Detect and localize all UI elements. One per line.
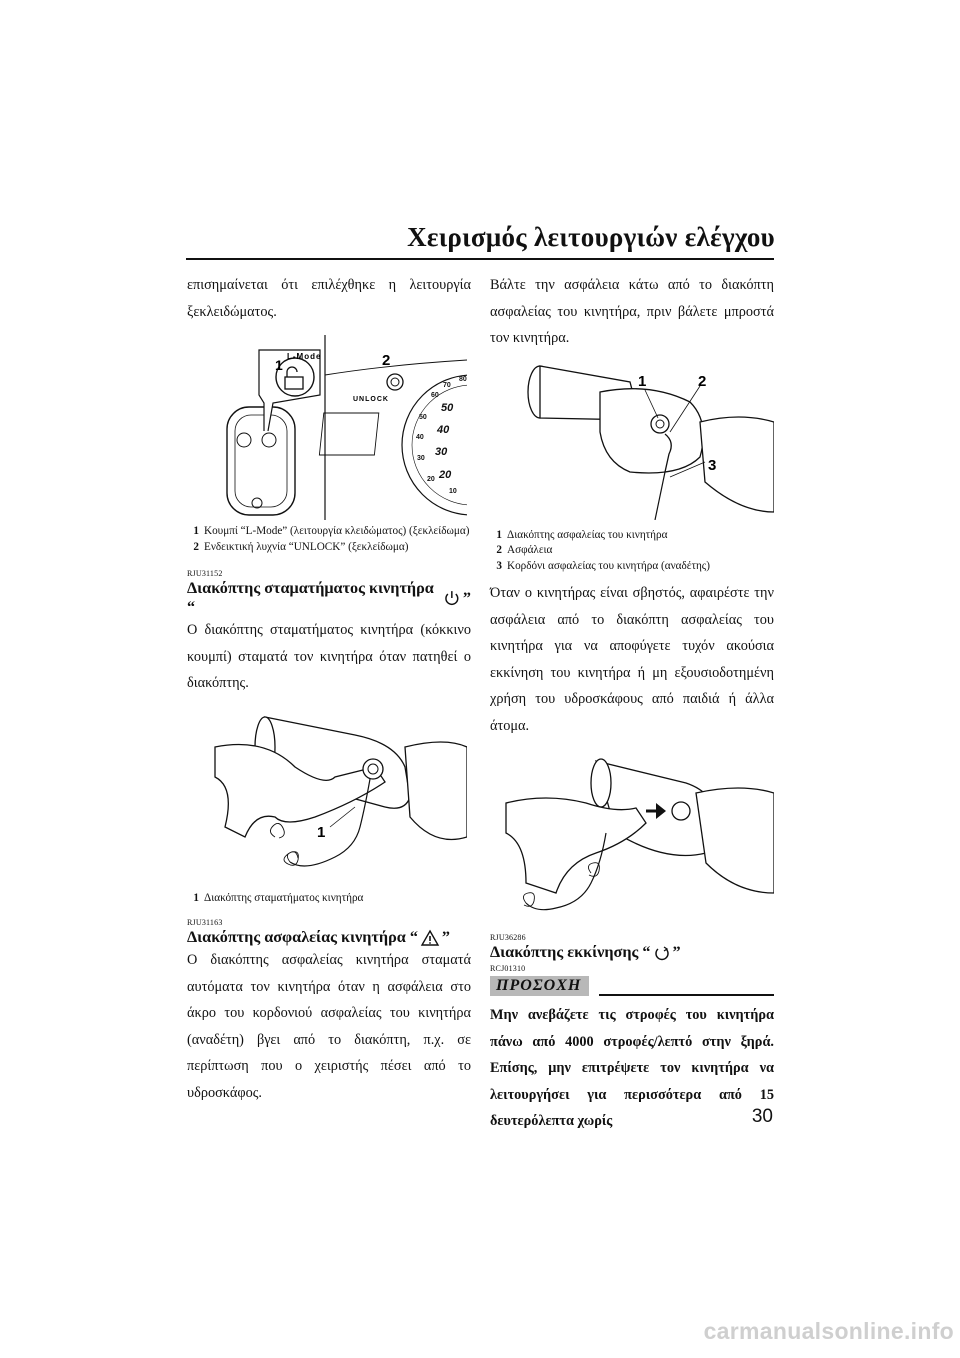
caption-row: 2 Ενδεικτική λυχνία “UNLOCK” (ξεκλείδωμα) [193,540,409,553]
notice-warning-text: Μην ανεβάζετε τις στροφές του κινητήρα πάνω από 4000 στροφές/λεπτό στην ξηρά. Επίσης, μην επιτρέψετε τον κινητήρα να λειτουργήσει για περισσότερα από 15 δευτερόλεπτα χωρίς [490,1007,774,1129]
figure-stop-switch [205,707,467,887]
svg-text:30: 30 [435,446,448,458]
page-header: Χειρισμός λειτουργιών ελέγχου [407,222,775,252]
warning-triangle-icon [420,929,440,947]
unlock-label: UNLOCK [353,396,389,403]
intro-text: επισημαίνεται ότι επιλέχθηκε η λειτουργία ξεκλειδώματος. [187,277,471,320]
caption-row: 1 Διακόπτης σταματήματος κινητήρα [193,891,364,904]
svg-text:40: 40 [416,434,424,441]
svg-text:20: 20 [427,476,435,483]
svg-text:30: 30 [417,455,425,462]
page-number: 30 [751,1106,773,1127]
caption-row: 2 Ασφάλεια [496,544,553,556]
right-intro-text: Βάλτε την ασφάλεια κάτω από το διακόπτη ασφαλείας του κινητήρα, πριν βάλετε μπροστά τον κινητήρα. [490,277,774,346]
figure-clip-removal [496,753,774,925]
removal-text: Όταν ο κινητήρας είναι σβηστός, αφαιρέστε την ασφάλεια από το διακόπτη ασφαλείας του κινητήρα για να αποφύγετε τυχόν ακούσια εκκίνηση του κινητήρα ή μη εξουσιοδοτημένη χρήση του υδροσκάφους από παιδιά ή άλλα άτομα. [490,585,774,734]
svg-text:50: 50 [441,402,454,414]
safety-clip-illustration [510,362,774,520]
fig2-captions [183,891,471,907]
section-title-safety-switch: Διακόπτης ασφαλείας κινητήρα “ ” [187,928,451,946]
callout-1: 1 [275,357,283,373]
figure-lmode [217,335,467,520]
svg-text:10: 10 [449,488,457,495]
callout-1: 1 [317,823,326,841]
watermark: carmanualsonline.info [703,1318,954,1344]
figure-safety-clip [510,362,774,520]
callout-2: 2 [698,372,707,390]
section-code: RJU31152 [187,569,223,578]
section-title-start-switch: Διακόπτης εκκίνησης “ ” [490,943,681,961]
caption-row: 1 Κουμπί “L-Mode” (λειτουργία κλειδώματος) (ξεκλείδωμα) [193,525,470,537]
start-switch-icon [653,945,671,961]
fig3-captions [486,528,774,575]
right-column [490,272,774,1135]
svg-text:40: 40 [437,424,450,436]
svg-text:80: 80 [459,376,467,383]
notice-label: ΠΡΟΣΟΧΗ [490,976,589,996]
section-code: RJU31163 [187,918,223,927]
svg-text:20: 20 [439,469,452,481]
notice-banner [490,976,774,996]
notice-rule [599,994,774,996]
clip-removal-illustration [496,753,774,925]
fig1-captions [183,524,471,555]
safety-switch-text: Ο διακόπτης ασφαλείας κινητήρα σταματά αυτόματα τον κινητήρα όταν η ασφάλεια στο άκρο του κορδονιού ασφαλείας του κινητήρα (αναδέτη) βγει από το διακόπτη, π.χ. σε περίπτωση που ο χειριστής πέσει από το υδροσκάφος. [187,952,471,1101]
stop-switch-illustration [205,707,467,887]
section-code: RJU36286 [490,933,526,942]
caption-row: 3 Κορδόνι ασφαλείας του κινητήρα (αναδέτης) [496,559,710,572]
svg-text:70: 70 [443,382,451,389]
svg-text:50: 50 [419,414,427,421]
section-title-stop-switch: Διακόπτης σταματήματος κινητήρα “ ” [187,579,471,616]
lmode-label: L-Mode [287,352,322,361]
stop-switch-icon [443,590,461,606]
callout-3: 3 [708,456,717,474]
caption-row: 1 Διακόπτης ασφαλείας του κινητήρα [496,528,668,541]
header-rule [186,258,774,260]
callout-1: 1 [638,372,647,390]
lmode-illustration [217,335,467,520]
callout-2: 2 [382,352,391,369]
svg-text:60: 60 [431,392,439,399]
left-column [187,272,471,1106]
notice-code: RCJ01310 [490,964,526,973]
stop-switch-text: Ο διακόπτης σταματήματος κινητήρα (κόκκινο κουμπί) σταματά τον κινητήρα όταν πατηθεί ο διακόπτης. [187,622,471,691]
